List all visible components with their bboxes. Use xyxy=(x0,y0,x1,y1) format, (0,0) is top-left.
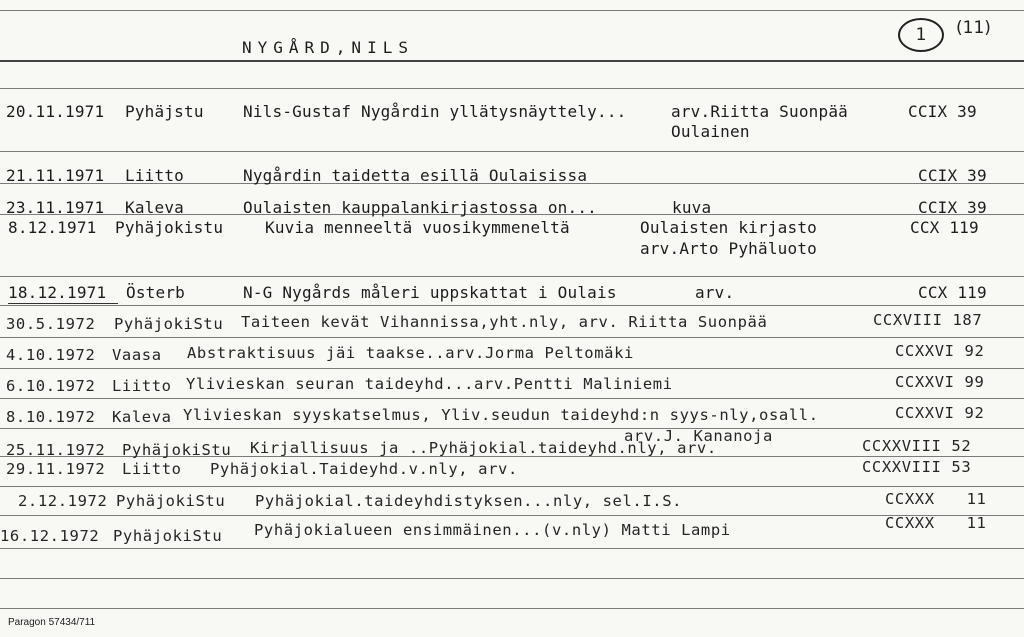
rule-line xyxy=(0,305,1024,306)
entry-ref: CCIX 39 xyxy=(908,102,977,121)
entry-note: kuva xyxy=(672,198,712,217)
entry-paper: Pyhäjstu xyxy=(125,102,204,121)
entry-date: 8.12.1971 xyxy=(8,218,97,237)
entry-date: 16.12.1972 xyxy=(0,527,100,545)
entry-paper: PyhäjokiStu xyxy=(114,315,224,333)
rule-line xyxy=(0,276,1024,277)
entry-date: 21.11.1971 xyxy=(6,166,105,185)
entry-date: 29.11.1972 xyxy=(6,460,106,478)
entry-paper: PyhäjokiStu xyxy=(122,441,232,459)
date-underline xyxy=(8,303,118,304)
entry-paper: Österb xyxy=(126,283,185,302)
rule-line xyxy=(0,486,1024,487)
rule-line xyxy=(0,515,1024,516)
entry-paper: Liitto xyxy=(122,460,182,478)
entry-title: Pyhäjokial.taideyhdistyksen...nly, sel.I.S. xyxy=(255,492,683,510)
entry-title: Nygårdin taidetta esillä Oulaisissa xyxy=(243,166,588,185)
entry-date: 25.11.1972 xyxy=(6,441,106,459)
rule-line xyxy=(0,337,1024,338)
entry-note: arv.J. Kananoja xyxy=(624,427,773,445)
entry-title: Kirjallisuus ja ..Pyhäjokial.taideyhd.nly, arv. xyxy=(250,439,717,457)
rule-line xyxy=(0,548,1024,549)
entry-title: Nils-Gustaf Nygårdin yllätysnäyttely... xyxy=(243,102,627,121)
entry-title: Taiteen kevät Vihannissa,yht.nly, arv. Riitta Suonpää xyxy=(241,313,768,331)
entry-title: Oulaisten kauppalankirjastossa on... xyxy=(243,198,597,217)
card-total-count: (11) xyxy=(956,18,991,38)
entry-ref: CCXXX 11 xyxy=(885,514,987,532)
entry-ref: CCXXVI 92 xyxy=(895,404,985,422)
rule-line xyxy=(0,398,1024,399)
entry-title: Pyhäjokialueen ensimmäinen...(v.nly) Matti Lampi xyxy=(254,521,731,539)
card-footer-print: Paragon 57434/711 xyxy=(8,617,96,628)
entry-title: N-G Nygårds måleri uppskattat i Oulais xyxy=(243,283,617,302)
entry-date: 2.12.1972 xyxy=(18,492,108,510)
entry-note-line2: arv.Arto Pyhäluoto xyxy=(640,239,817,258)
entry-ref: CCIX 39 xyxy=(918,166,987,185)
entry-title: Pyhäjokial.Taideyhd.v.nly, arv. xyxy=(210,460,518,478)
entry-title: Abstraktisuus jäi taakse..arv.Jorma Peltomäki xyxy=(187,344,634,362)
card-number-circle: 1 xyxy=(898,18,944,52)
entry-date: 18.12.1971 xyxy=(8,283,107,302)
entry-paper: PyhäjokiStu xyxy=(113,527,223,545)
rule-line xyxy=(0,428,1024,429)
entry-date: 4.10.1972 xyxy=(6,346,96,364)
rule-line xyxy=(0,368,1024,369)
entry-ref: CCIX 39 xyxy=(918,198,987,217)
rule-line xyxy=(0,10,1024,11)
entry-ref: CCXXX 11 xyxy=(885,490,987,508)
entry-paper: Kaleva xyxy=(125,198,184,217)
entry-date: 30.5.1972 xyxy=(6,315,96,333)
rule-line xyxy=(0,88,1024,89)
entry-paper: Kaleva xyxy=(112,408,172,426)
entry-title: Kuvia menneeltä vuosikymmeneltä xyxy=(265,218,570,237)
rule-line xyxy=(0,578,1024,579)
entry-title: Ylivieskan syyskatselmus, Yliv.seudun taideyhd:n syys-nly,osall. xyxy=(183,406,819,424)
rule-line xyxy=(0,60,1024,62)
entry-date: 23.11.1971 xyxy=(6,198,105,217)
entry-ref: CCXXVI 92 xyxy=(895,342,985,360)
entry-ref: CCXXVIII 53 xyxy=(862,458,972,476)
entry-ref: CCX 119 xyxy=(910,218,979,237)
entry-note-line2: Oulainen xyxy=(671,122,750,141)
entry-paper: Liitto xyxy=(125,166,184,185)
entry-date: 20.11.1971 xyxy=(6,102,105,121)
rule-line xyxy=(0,151,1024,152)
entry-paper: Liitto xyxy=(112,377,172,395)
entry-note: arv.Riitta Suonpää xyxy=(671,102,848,121)
entry-note: Oulaisten kirjasto xyxy=(640,218,817,237)
entry-note: arv. xyxy=(695,283,735,302)
entry-ref: CCXVIII 187 xyxy=(873,311,983,329)
entry-ref: CCXXVIII 52 xyxy=(862,437,972,455)
card-name-heading: NYGÅRD,NILS xyxy=(242,38,414,57)
entry-paper: Vaasa xyxy=(112,346,162,364)
entry-title: Ylivieskan seuran taideyhd...arv.Pentti Maliniemi xyxy=(186,375,673,393)
entry-date: 8.10.1972 xyxy=(6,408,96,426)
entry-ref: CCX 119 xyxy=(918,283,987,302)
entry-ref: CCXXVI 99 xyxy=(895,373,985,391)
rule-line xyxy=(0,608,1024,609)
entry-paper: PyhäjokiStu xyxy=(116,492,226,510)
entry-paper: Pyhäjokistu xyxy=(115,218,224,237)
entry-date: 6.10.1972 xyxy=(6,377,96,395)
